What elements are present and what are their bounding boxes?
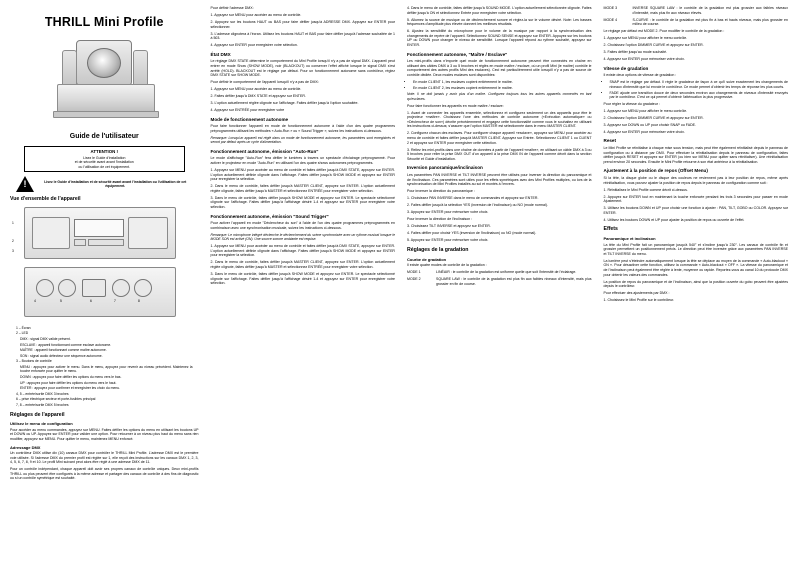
pan-tilt-paragraph-3: La position de repos du panoramique et de l'inclinaison, ainsi que la position ouverte du gobo peuvent être ajustées depuis le contrôleur. — [603, 279, 788, 289]
warning-triangle-icon — [16, 176, 34, 192]
step: 4. Appuyez sur ENTER pour enregistrer votre sélection. — [210, 43, 298, 48]
step: 1. Appuyez sur MENU pour afficher le menu contrôle. — [603, 108, 688, 113]
step: 3. Choisissez TILT INVERSE et appuyez sur ENTER. — [407, 224, 491, 229]
step: 3. Faites défiler jusqu'au mode souhaité. — [603, 50, 668, 55]
legend-item: DMX : signal DMX valide présent. — [20, 336, 71, 341]
callout-3: 3 — [12, 248, 14, 253]
page-title: THRILL Mini Profile — [44, 15, 164, 29]
step: 1. Appuyez sur MENU pour accéder au menu de contrôle et faites défiler jusqu'à DMX STATE, appuyez sur ENTER. L'option actuellement définie clignote dans l'affichage. Faites défiler jusqu'à SHOW MODE et appuyez sur ENTER pour enregistrer la sélection. — [210, 244, 395, 258]
dimmer-settings-heading: Réglages de la gradation — [407, 246, 469, 253]
step: 1. Avant de connecter les appareils ensemble, sélectionnez et configurez seulement un des appareils pour être le projecteur «maître». Choisissez l'une des méthodes de contrôle autonome («Exécution automatique» ou «Déclencheur de son») décrite précédemment et engagez cette fonctionnalité comme vous le souhaitez en utilisant les instructions ci-dessus; s'assurer que l'option MASTER est sélectionnée dans le menu MASTER CLIENT. — [407, 110, 592, 129]
warning-heading: ATTENTION ! — [90, 149, 118, 155]
bullet-item: • En mode CLIENT 1, les esclaves copient entièrement le maître. — [413, 80, 592, 85]
step: 2. Choisissez l'option DIMMER CURVE et appuyez sur ENTER. — [603, 115, 704, 120]
step: 4. Dans le menu de contrôle, faites défiler jusqu'à SOUND MODE. L'option actuellement sélectionnée clignote. Faites défiler jusqu'à ON et sélectionnez Entrée pour enregistrer votre sélection. — [407, 6, 592, 15]
dimmer-curve-paragraph: Il existe quatre modes de contrôle de la gradation : — [407, 262, 487, 267]
dimmer-mode-key: MODE 1 — [407, 269, 421, 274]
step: 3. Appuyez sur ENTER pour mémoriser votre choix. — [407, 210, 489, 215]
legend-item: MAÎTRE : appareil fonctionnant comme maître autonome. — [20, 348, 107, 353]
dmx-in-3pin — [36, 279, 54, 297]
step: 4. Faites défiler pour choisir YES (inversion de l'inclinaison) ou NO (mode normal). — [407, 231, 537, 236]
step: 1. Appuyez sur MENU pour afficher le menu contrôle. — [603, 36, 688, 41]
callout-2: 2 — [12, 238, 14, 243]
step: 4. Appuyez sur ENTER pour mémoriser votre choix. — [603, 57, 685, 62]
dimmer-speed-bullets — [604, 80, 789, 99]
legend-item: ESCLAVE : appareil fonctionnant comme esclave autonome. — [20, 342, 112, 347]
step: 2. Appuyez sur ENTER tout en maintenant la touche enfoncée pendant les trois 3 secondes pour passer en mode Ajustement. — [603, 194, 788, 204]
dimmer-mode-key: MODE 2 — [407, 276, 421, 281]
step: 4. Appuyez sur ENTER pour mémoriser votre choix. — [603, 129, 685, 134]
pan-tilt-paragraph-1: La tête du Mini Profile fait un panoramique jusqu'à 540° et s'incline jusqu'à 230°. Les canaux de contrôle fin et grossier permettent un positionnement précis. Le direction peut être inversée grâce aux paramètres PAN INVERSE et TILT INVERSE du menu. — [603, 242, 788, 256]
dimmer-mode-row — [407, 270, 592, 275]
step: 1. Appuyez sur MENU pour accéder au menu de contrôle. — [210, 13, 302, 17]
step: 2. Configurez chacun des esclaves. Pour configurer chaque appareil «esclave», appuyez sur MENU pour accéder au menu de contrôle et faites défiler jusqu'à MASTER CLIENT. Appuyez sur Entrée. Sélectionnez CLIENT 1 ou CLIENT 2 et appuyez sur ENTER pour enregistrer cette sélection. — [407, 131, 592, 145]
standalone-paragraph: Pour faire fonctionner l'appareil en mode de fonctionnement autonome à l'aide d'un des quatre programmes préprogrammés utilisant les méthodes « Auto-Run » ou « Sound Trigger », suivez les instructions ci-dessous. — [210, 124, 395, 133]
step: 2. Choisissez l'option DIMMER CURVE et appuyez sur ENTER. — [603, 43, 704, 48]
panel-diagrams — [10, 205, 199, 323]
fixture-base — [57, 84, 155, 114]
offset-heading: Ajustement à la position de repos (Offset Menu) — [603, 168, 708, 174]
master-slave-paragraph-1: Les mini-profils dans n'importe quel mode de fonctionnement autonome peuvent être connectés en chaîne en utilisant des câbles DMX à 3 ou 5 broches et réglés en mode maître / esclave, où un profil Mini (le maître) contrôle le comportement des autres profils Mini des esclaves). Ceci est particulièrement utile lorsqu'il n'y a pas de source de contrôle dédiée. Deux modes esclaves sont disponibles: — [407, 59, 592, 78]
column-3 — [401, 6, 598, 563]
callout-8: 8 — [138, 298, 140, 303]
power-inlet — [82, 279, 106, 297]
legend-item: 3 – Boutons de contrôle — [16, 359, 52, 364]
legend-item: UP : appuyez pour faire défiler les options du menu vers le haut. — [20, 380, 117, 385]
reset-paragraph: Le Mini Profile se réinitialise à chaque mise sous tension, mais peut être également réinitialisé depuis le panneau de configuration ou à distance par DMX. Pour effectuer la réinitialisation depuis le panneau de configuration, faites défiler jusqu'à RESET et appuyez sur ENTER (ou bien sur MENU pour quitter sans réinitialiser). Une réinitialisation prend environ 20 secondes. Ensuite le Mini Profile retourne à son état antérieur à la réinitialisation. — [603, 146, 788, 164]
dimmer-speed-paragraph: Il existe deux options de vitesse de gradation : — [603, 73, 677, 78]
master-slave-bullets — [407, 80, 592, 90]
dmx-state-paragraph-1: Le réglage DMX STATE détermine le comportement du Mini Profile lorsqu'il n'y a pas de signal DMX. L'appareil peut entrer en mode Show (SHOW MODE), noir (BLACKOUT) ou conserver l'effet affiché lorsque le signal DMX s'est arrêté (HOLD). BLACKOUT est le réglage par défaut. Pour un fonctionnement autonome sans contrôleur, réglez DMX STATE sur SHOW MODE. — [210, 59, 395, 78]
dmx-out-5pin — [134, 279, 152, 297]
autorun-paragraph: Le mode d'affichage "Auto-Run" fera défiler le lumières à travers un spectacle d'éclairage préprogrammé. Pour activer le projecteur en mode "Auto-Run" en utilisant l'un des quatre shows autonomes préprogrammés. — [210, 156, 395, 166]
menu-paragraph: Pour accéder au menu commandes, appuyez sur MENU. Faites défiler les options du menu en utilisant les boutons UP et DOWN ou UP. Appuyez sur ENTER pour valider une option. Pour retourner à un niveau plus haut du menu sans rien modifier, appuyez sur MENU. Pour quitter le menu, maintenez MENU enfoncé. — [10, 427, 199, 441]
warning-line-2: et de sécurité avant avant l'installation — [74, 160, 134, 165]
dmx-address-intro: Pour définir l'adresse DMX: — [210, 6, 254, 10]
step: 3. Reliez les mini-profils dans une chaîne de données à partir de l'appareil «maître», en utilisant un câble DMX à 3 ou 5 broches pour relier la prise DMX OUT d'un appareil à la prise DMX IN de l'appareil comme décrit dans la section Sécurité et Guide d'installation. — [407, 147, 592, 161]
effects-heading: Effets — [603, 226, 618, 233]
step: 2. Dans le menu de contrôle, faites défiler jusqu'à MASTER CLIENT, appuyez sur ENTER. L'option actuellement réglée clignote, faites défiler jusqu'à MASTER et sélectionnez ENTRÉE pour enregistrer votre sélection. — [210, 260, 395, 269]
warning-line-3: ou l'utilisation de cet équipement. — [78, 164, 131, 169]
warning-row — [16, 176, 193, 192]
dmx-state-paragraph-2: Pour définir le comportement de l'appareil lorsqu'il n'y a pas de DMX: — [210, 80, 319, 85]
dimmer-mode-key: MODE 3 — [603, 6, 618, 10]
legend-item: DOWN : appuyez pour faire défiler les options du menu vers le bas. — [20, 375, 122, 380]
step: 2. Appuyez sur les boutons HAUT ou BAS pour faire défiler jusqu'à ADRESSE DMX. Appuyez sur ENTER pour sélectionner. — [210, 20, 395, 29]
step: 5. Appuyez sur ENTER pour mémoriser votre choix. — [407, 238, 489, 243]
step: 3. Utilisez les boutons DOWN et UP pour choisir une fonction à ajuster : PAN, TILT, GOBO ou COLOR. Appuyez sur ENTER. — [603, 206, 788, 215]
warning-box — [24, 146, 185, 172]
bullet-item: • FADE ajoute une transition douce de deux secondes environ aux changements de niveaux d'intensité envoyés par le contrôleur. C'est ce qui permet d'obtenir l'atténuation la plus progressive. — [610, 91, 789, 100]
pan-tilt-paragraph-4: Pour effectuer des ajustements par DMX : — [603, 291, 670, 296]
step: 3. L'adresse clignotera à l'écran. Utilisez les boutons HAUT et BAS pour faire défiler jusqu'à l'adresse souhaitée de 1 à 503. — [210, 31, 395, 41]
step: 6. Ajustez la sensibilité du microphone pour le volume de la musique par rapport à la synchronisation des changements de repère de l'appareil. Sélectionnez SOUND SENSE et appuyez sur ENTER. Appuyez sur les boutons UP ou DOWN pour changer le niveau de sensibilité. Lorsque l'appareil répond au rythme souhaité, appuyez sur ENTER. — [407, 29, 592, 48]
legend-item: 1 – Écran — [16, 325, 31, 330]
step: 1. Réinitialisez le Mini Profile comme décrit ci-dessus. — [603, 187, 688, 192]
settings-heading: Réglages de l'appareil — [10, 411, 65, 418]
dimmer-mode-text: SQUARE LAW : le contrôle de la gradation est plus fin aux faibles niveaux d'intensité, mais plus grossier en fin de course. — [436, 276, 592, 286]
step: 2. Faites défiler jusqu'à la sélection YES (inversion de l'inclinaison) ou NO (mode normal). — [407, 203, 548, 208]
master-slave-heading: Fonctionnement autonome, "Maître / Esclave" — [407, 51, 508, 57]
dmx-state-heading: État DMX — [210, 51, 231, 57]
dimmer-speed-heading: Vitesse de gradation — [603, 65, 649, 71]
legend-list — [16, 326, 193, 408]
dimmer-mode-row — [604, 6, 789, 15]
callout-6: 6 — [90, 298, 92, 303]
pan-tilt-invert-heading: Inversion panoramique/inclinaison — [407, 165, 483, 171]
dmx-address-paragraph-1: Un contrôleur DMX utilise dix (10) canaux DMX pour contrôler le THRILL Mini Profile. L'adresse DMX est le première voie utilisée. Si l'adresse DMX du premier profil est réglée sur 1, elle reçoit des instructions sur les canaux DMX 1, 2, 3, 4, 5, 6, 7, 8, 9 et 10. Le profil Mini suivant peut alors être réglé à une adresse DMX de 11. — [10, 450, 199, 465]
step: 2. Faites défiler jusqu'à DMX STATE et appuyez sur ENTER. — [210, 94, 306, 99]
step: 3. Dans le menu de contrôle, faites défiler jusqu'à SHOW MODE et appuyez sur ENTER. Le spectacle sélectionné clignote sur l'affichage. Faites défiler jusqu'à l'affichage désiré 1-4 et appuyez sur ENTER pour enregistrer votre sélection. — [210, 195, 395, 210]
dmx-in-5pin — [112, 279, 130, 297]
warning-icon-text: Lisez le Guide d'installation et de sécurité avant avant l'installation ou l'utilisation de cet équipement. — [44, 179, 187, 188]
step: 4. Appuyez sur ENTRÉE pour enregistrer votre — [210, 108, 285, 113]
control-buttons — [88, 239, 124, 246]
front-panel-right-block — [128, 217, 168, 249]
step: 1. Appuyez sur MENU pour accéder au menu de contrôle et faites défiler jusqu'à DMX STATE, appuyez sur ENTER. L'option actuellement définie clignote dans l'affichage. Faites défiler jusqu'à SHOW MODE et appuyez sur ENTER pour enregistrer la sélection. — [210, 168, 395, 182]
column-1 — [8, 6, 205, 563]
sound-trigger-heading: Fonctionnement autonome, émission "Sound Trigger" — [210, 213, 329, 219]
menu-heading: Utilisez le menu de configuration — [10, 421, 73, 427]
tilt-invert-intro: Pour inverser la direction de l'inclinaison : — [407, 217, 473, 222]
sound-trigger-paragraph: Pour activer l'appareil en mode "Déclencheur du son" à l'aide de l'un des quatre programmes préprogrammés en combinaison avec une synchronisation musicale, suivez les instructions ci-dessous. — [210, 221, 395, 230]
callout-5: 5 — [60, 298, 62, 303]
pan-tilt-heading: Panoramique et inclinaison — [603, 236, 656, 242]
legend-item: MENU : appuyez pour activer le menu. Dans le menu, appuyez pour revenir au niveau précédent. Maintenez la touche enfoncée pour quitter le menu. — [20, 364, 193, 374]
step: 1. Choisissez le Mini Profile sur le contrôleur. — [603, 298, 675, 303]
offset-paragraph: Si la tête, la disque globe ou le disque des couleurs ne reviennent pas à leur position de repos, même après réinitialisation, vous pouvez ajuster la position de repos depuis le panneau de configuration comme suit : — [603, 176, 788, 185]
autorun-heading: Fonctionnement autonome, émission "Auto-Run" — [210, 148, 319, 154]
dimmer-speed-intro: Pour régler la vitesse du gradateur : — [603, 101, 660, 106]
standalone-heading: Mode de fonctionnement autonome — [210, 116, 289, 122]
dimmer-default-paragraph: Le réglage par défaut est MODE 2. Pour modifier le contrôle de la gradation : — [603, 29, 725, 34]
overview-heading: Vue d'ensemble de l'appareil — [10, 195, 81, 202]
pan-tilt-paragraph-2: La lumière peut s'éteindre automatiquement lorsque la tête se déplace au moyen de la commande « Auto-blackout » ON ». Pour désactiver cette fonction, utilisez la commande « Auto-blackout » OFF ». La vitesse du panoramique et de l'inclinaison peut également être réglée à lente, moyenne ou rapide. Reportez-vous au canal 10 du protocole DMX pour obtenir les valeurs des commandes. — [603, 258, 788, 277]
dimmer-mode-key: MODE 4 — [603, 17, 618, 22]
step: 3. Appuyez sur DOWN ou UP pour choisir SNAP ou FADE. — [603, 122, 697, 127]
step: 3. L'option actuellement réglée clignote sur l'affichage. Faites défiler jusqu'à l'option souhaitée. — [210, 101, 359, 106]
pan-tilt-invert-paragraph: Les paramètres PAN INVERSE et TILT INVERSE peuvent être utilisés pour inverser la direction du panoramique et de l'inclinaison. Ces paramètres sont utiles pour les effets symétriques avec des Mini Profiles multiples, ou lors de la synchronisation de Mini Profiles installés au sol et montés à l'envers. — [407, 172, 592, 187]
legend-item: SON : signal audio détecteur une séquence autonome. — [20, 353, 103, 358]
fixture-illustration — [29, 34, 179, 126]
dimmer-mode-text: S-CURVE : le contrôle de la gradation est plus fin à bas et hauts niveaux, mais plus grossier en milieu de course. — [632, 17, 788, 27]
callout-7: 7 — [114, 298, 116, 303]
dimmer-curve-heading: Courbe de gradation — [407, 256, 447, 262]
display-screen — [74, 219, 124, 237]
legend-item: ENTER : appuyez pour confirmer et enregistrer les choix du menu. — [20, 386, 121, 391]
callout-1: 1 — [12, 220, 14, 225]
step: 2. Dans le menu de contrôle, faites défiler jusqu'à MASTER CLIENT, appuyez sur ENTER. L'option actuellement réglée clignote, faites défiler jusqu'à MASTER et sélectionnez ENTRÉE pour enregistrer votre sélection. — [210, 184, 395, 193]
standalone-note: Remarque: Lorsqu'un appareil est réglé dans un mode de fonctionnement autonome, les paramètres sont enregistrés et seront par défaut après un cycle d'alimentation. — [210, 136, 395, 145]
legend-item: 7, 8 – entrée/sortie DMX 5 broches — [16, 403, 69, 408]
dimmer-mode-row — [407, 277, 592, 286]
dimmer-mode-row — [604, 18, 789, 27]
front-panel-left-block — [32, 217, 70, 249]
dmx-address-heading: Adressage DMX — [10, 444, 41, 450]
step: 1. Appuyez sur MENU pour accéder au menu de contrôle. — [210, 87, 302, 92]
reset-heading: Reset — [603, 138, 617, 144]
legend-item: 6 – prise électrique secteur et porte-fusibles principal — [16, 397, 96, 402]
step: 4. Utilisez les boutons DOWN et UP pour ajuster la position de repos ou ouvrete de l'effet. — [603, 217, 745, 222]
legend-item: 4, 5 – entrée/sortie DMX 3 broches — [16, 391, 69, 396]
bullet-item: • SNAP est le réglage par défaut. Il règle le gradateur de façon à ce qu'il suive exactement les changements de niveaux d'intensité que lui envoie le contrôleur. Ce mode permet d'obtenir les temps de réponse les plus courts. — [610, 80, 789, 89]
column-2 — [205, 6, 402, 563]
dimmer-mode-text: LINÉAIR : le contrôle de la gradation est uniforme quelle que soit l'intensité de l'éclairage. — [436, 269, 577, 274]
led-indicator — [74, 239, 86, 246]
column-4 — [598, 6, 795, 563]
warning-line-1: Lisez le Guide d'installation — [83, 155, 126, 160]
callout-4: 4 — [34, 298, 36, 303]
dimmer-mode-text: INVERSE SQUARE LAW : le contrôle de la gradation est plus grossier aux faibles niveaux d'intensité, mais plus fin aux niveaux élevés. — [632, 6, 788, 15]
step: 5. Allumez la source de musique ou de déclenchement sonore et réglez-la sur le volume désiré. Note: Les basses fréquences d'amplitude plus élevée donnent les meilleurs résultats. — [407, 17, 592, 27]
master-slave-paragraph-2: Pour faire fonctionner les appareils en mode maître / esclave: — [407, 103, 504, 108]
fixture-base-foot — [53, 111, 159, 118]
master-slave-note: Note: Il ne doit jamais y avoir plus d'un maître. Configurez toujours tous les autres appareils connectés en tant qu'esclaves. — [407, 92, 592, 101]
pan-invert-intro: Pour inverser la direction du panoramique : — [407, 189, 475, 194]
sound-trigger-note: Remarque: Le microphone intégré déclenche le déclenchement du scène synchronisée avec un rythme musical lorsque le MODE SON est activé (ON). Une source sonore ambiante est requise. — [210, 232, 395, 242]
legend-item: 2 – LED — [16, 331, 29, 336]
document-subtitle: Guide de l'utilisateur — [69, 133, 139, 141]
bullet-item: • En mode CLIENT 2, les esclaves copient entièrement le maître. — [413, 86, 592, 91]
step: 1. Choisissez PAN INVERSE dans le menu de commandes et appuyez sur ENTER. — [407, 196, 539, 201]
dmx-out-3pin — [58, 279, 76, 297]
dmx-address-paragraph-2: Pour un contrôle indépendant, chaque appareil doit avoir ses propres canaux de contrôle uniques. Deux mini-profils THRILL ou plus peuvent être configurés à la même adresse et partager des canaux de contrôle à des fins de diagnostic ou si un contrôle symétrique est souhaité. — [10, 467, 199, 481]
step: 3. Dans le menu de contrôle, faites défiler jusqu'à SHOW MODE et appuyez sur ENTER. Le spectacle sélectionné clignote sur l'affichage. Faites défiler jusqu'à l'affichage désiré 1-4 et appuyez sur ENTER pour enregistrer votre sélection. — [210, 271, 395, 286]
